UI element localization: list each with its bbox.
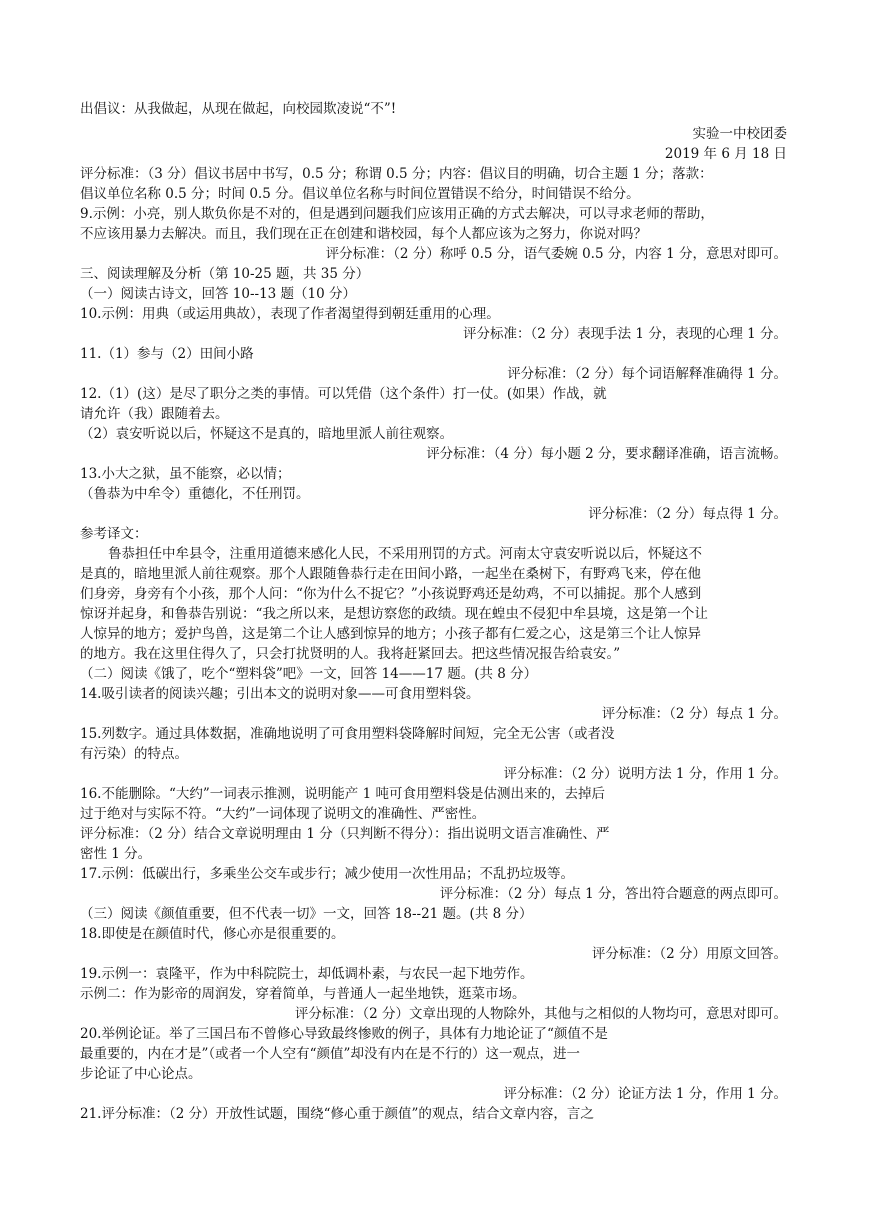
text-line: （鲁恭为中牟令）重德化，不任刑罚。 bbox=[80, 486, 310, 502]
text-line: 21.评分标准：（2 分）开放性试题，围绕“修心重于颜值”的观点，结合文章内容，言之 bbox=[80, 1106, 594, 1122]
text-line: 13.小大之狱，虽不能察，必以情； bbox=[80, 466, 291, 482]
text-line: 参考译文： bbox=[80, 526, 148, 542]
text-line: 步论证了中心论点。 bbox=[80, 1066, 202, 1082]
text-line: 有污染）的特点。 bbox=[80, 746, 188, 762]
scoring-line: 评分标准：（2 分）称呼 0.5 分，语气委婉 0.5 分，内容 1 分，意思对即可。 bbox=[325, 246, 787, 262]
text-line: 10.示例：用典（或运用典故），表现了作者渴望得到朝廷重用的心理。 bbox=[80, 306, 500, 322]
text-line: 12.（1）(这）是尽了职分之类的事情。可以凭借（这个条件）打一仗。(如果）作战，就 bbox=[80, 386, 607, 402]
translation-line: 是真的，暗地里派人前往观察。那个人跟随鲁恭行走在田间小路，一起坐在桑树下，有野鸡飞来，停在他 bbox=[80, 566, 701, 582]
subsection-heading: （二）阅读《饿了，吃个“塑料袋”吧》一文，回答 14——17 题。(共 8 分） bbox=[80, 666, 538, 682]
scoring-line: 密性 1 分。 bbox=[80, 846, 152, 862]
scoring-line: 评分标准：（2 分）文章出现的人物除外，其他与之相似的人物均可，意思对即可。 bbox=[294, 1006, 787, 1022]
text-line: 11.（1）参与（2）田间小路 bbox=[80, 346, 254, 362]
scoring-line: 评分标准：（2 分）论证方法 1 分，作用 1 分。 bbox=[503, 1086, 787, 1102]
text-line: 9.示例：小亮，别人欺负你是不对的，但是遇到问题我们应该用正确的方式去解决，可以寻求老师的帮助， bbox=[80, 206, 714, 222]
scoring-line: 评分标准：（2 分）每点得 1 分。 bbox=[588, 506, 787, 522]
text-line: 19.示例一：袁隆平，作为中科院院士，却低调朴素，与农民一起下地劳作。 bbox=[80, 966, 534, 982]
section-heading: 三、阅读理解及分析（第 10-25 题，共 35 分） bbox=[80, 266, 370, 282]
scoring-line: 评分标准：（2 分）每个词语解释准确得 1 分。 bbox=[507, 366, 787, 382]
subsection-heading: （三）阅读《颜值重要，但不代表一切》一文，回答 18--21 题。(共 8 分） bbox=[80, 906, 533, 922]
translation-line: 的地方。我在这里住得久了，只会打扰贤明的人。我将赶紧回去。把这些情况报告给袁安。” bbox=[80, 646, 621, 662]
translation-line: 鲁恭担任中牟县令，注重用道德来感化人民，不采用刑罚的方式。河南太守袁安听说以后，怀疑这不 bbox=[108, 546, 702, 562]
text-line: 评分标准：（3 分）倡议书居中书写，0.5 分；称谓 0.5 分；内容：倡议目的明确，切合主题 1 分；落款： bbox=[80, 166, 713, 182]
scoring-line: 评分标准：（2 分）表现手法 1 分，表现的心理 1 分。 bbox=[463, 326, 787, 342]
translation-line: 惊讶并起身，和鲁恭告别说：“我之所以来，是想访察您的政绩。现在蝗虫不侵犯中牟县境，这是第一个让 bbox=[80, 606, 708, 622]
text-line: 15.列数字。通过具体数据，准确地说明了可食用塑料袋降解时间短，完全无公害（或者没 bbox=[80, 726, 615, 742]
text-line: 17.示例：低碳出行，多乘坐公交车或步行；减少使用一次性用品；不乱扔垃圾等。 bbox=[80, 866, 574, 882]
scoring-line: 评分标准：（2 分）每点 1 分。 bbox=[601, 706, 787, 722]
subsection-heading: （一）阅读古诗文，回答 10--13 题（10 分） bbox=[80, 286, 357, 302]
translation-line: 人惊异的地方；爱护鸟兽，这是第二个让人感到惊异的地方；小孩子都有仁爱之心，这是第三个让人惊异 bbox=[80, 626, 701, 642]
text-line: 示例二：作为影帝的周润发，穿着简单，与普通人一起坐地铁，逛菜市场。 bbox=[80, 986, 526, 1002]
text-line: 20.举例论证。举了三国吕布不曾修心导致最终惨败的例子，具体有力地论证了“颜值不是 bbox=[80, 1026, 608, 1042]
text-line: 不应该用暴力去解决。而且，我们现在正在创建和谐校园，每个人都应该为之努力，你说对吗？ bbox=[80, 226, 647, 242]
text-line: 14.吸引读者的阅读兴趣；引出本文的说明对象——可食用塑料袋。 bbox=[80, 686, 480, 702]
text-line: 最重要的，内在才是”（或者一个人空有“颜值”却没有内在是不行的）这一观点，进一 bbox=[80, 1046, 580, 1062]
translation-line: 们身旁，身旁有个小孩，那个人问：“你为什么不捉它？”小孩说野鸡还是幼鸡，不可以捕捉。那个人感到 bbox=[80, 586, 702, 602]
text-line: 请允许（我）跟随着去。 bbox=[80, 406, 229, 422]
scoring-line: 评分标准：（2 分）用原文回答。 bbox=[591, 946, 787, 962]
scoring-line: 评分标准：（4 分）每小题 2 分，要求翻译准确，语言流畅。 bbox=[426, 446, 787, 462]
text-line: 倡议单位名称 0.5 分；时间 0.5 分。倡议单位名称与时间位置错误不给分，时间错误不给分。 bbox=[80, 186, 640, 202]
scoring-line: 评分标准：（2 分）每点 1 分，答出符合题意的两点即可。 bbox=[439, 886, 787, 902]
text-line: 过于绝对与实际不符。“大约”一词体现了说明文的准确性、严密性。 bbox=[80, 806, 486, 822]
signature-org: 实验一中校团委 bbox=[692, 126, 787, 142]
text-line: 16.不能删除。“大约”一词表示推测，说明能产 1 吨可食用塑料袋是估测出来的，去掉后 bbox=[80, 786, 605, 802]
signature-date: 2019 年 6 月 18 日 bbox=[664, 146, 787, 162]
text-line: 18.即使是在颜值时代，修心亦是很重要的。 bbox=[80, 926, 345, 942]
text-line: 出倡议：从我做起，从现在做起，向校园欺凌说“不”! bbox=[80, 101, 397, 117]
text-line: （2）袁安听说以后，怀疑这不是真的，暗地里派人前往观察。 bbox=[80, 426, 454, 442]
scoring-line: 评分标准：（2 分）结合文章说明理由 1 分（只判断不得分）：指出说明文语言准确性、严 bbox=[80, 826, 610, 842]
scoring-line: 评分标准：（2 分）说明方法 1 分，作用 1 分。 bbox=[503, 766, 787, 782]
